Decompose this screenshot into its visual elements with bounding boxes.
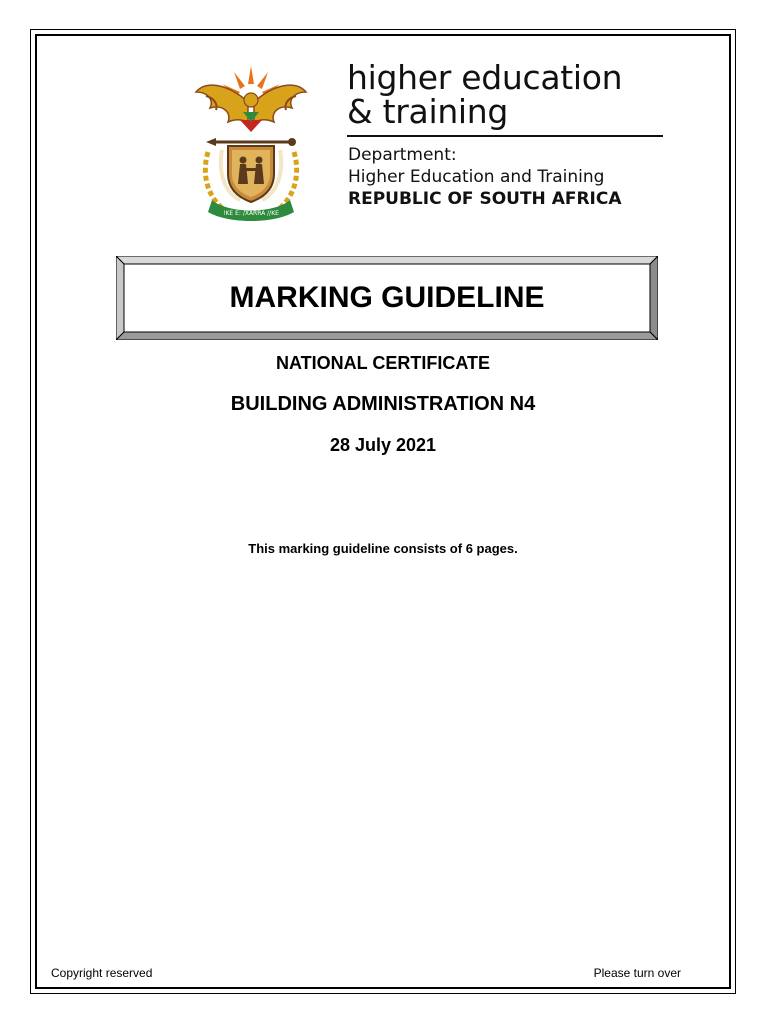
footer-copyright: Copyright reserved <box>51 966 153 980</box>
country-name: REPUBLIC OF SOUTH AFRICA <box>348 189 622 209</box>
logo-divider <box>347 135 663 137</box>
department-name: Higher Education and Training <box>348 167 605 187</box>
department-label: Department: <box>348 145 457 165</box>
logo-text-higher-education: higher education <box>347 58 623 97</box>
logo-text-training: & training <box>347 92 509 131</box>
exam-date: 28 July 2021 <box>329 435 437 455</box>
subject-name: BUILDING ADMINISTRATION N4 <box>230 393 536 415</box>
title-box <box>116 256 658 340</box>
page-count-note: This marking guideline consists of 6 pages. <box>248 541 518 556</box>
document-title: MARKING GUIDELINE <box>229 281 545 314</box>
svg-text:!KE E: /XARRA //KE: !KE E: /XARRA //KE <box>223 210 279 217</box>
coat-of-arms-emblem <box>188 62 314 222</box>
coat-of-arms-icon <box>188 62 314 222</box>
certificate-type: NATIONAL CERTIFICATE <box>276 353 490 373</box>
footer-turn-over: Please turn over <box>593 966 681 980</box>
